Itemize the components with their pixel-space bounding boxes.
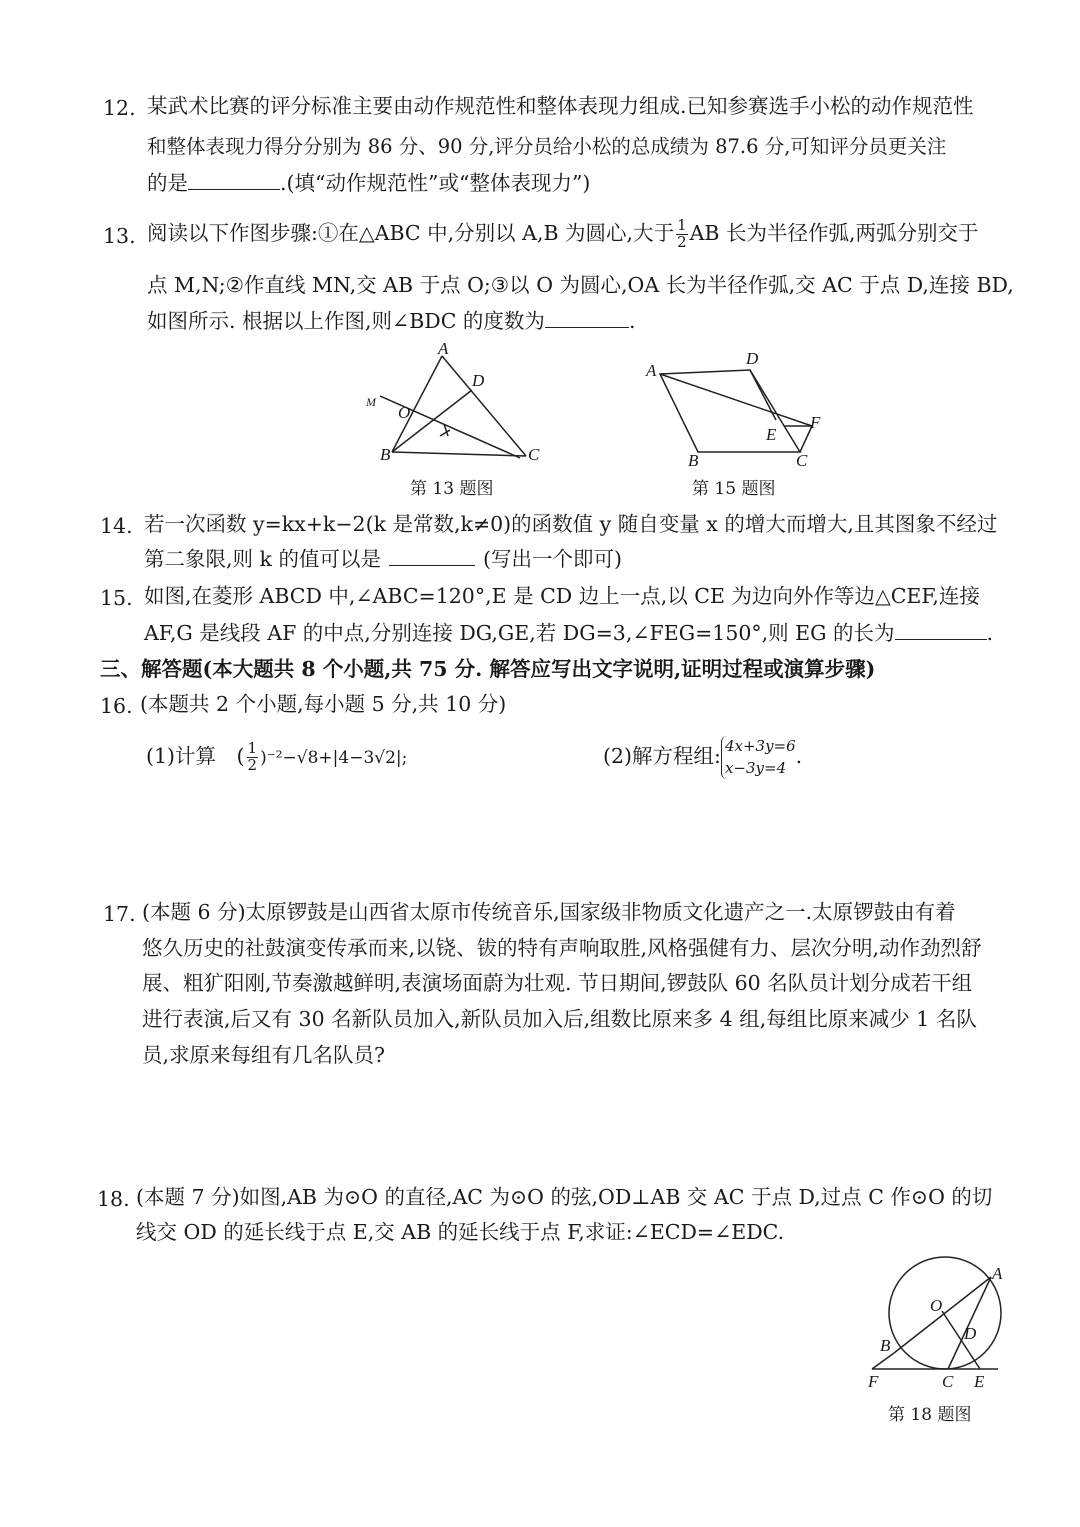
label-m: M (366, 395, 376, 409)
text: . (986, 621, 994, 645)
label-c: C (942, 1372, 954, 1391)
label-c: C (796, 451, 808, 470)
label-a: A (438, 340, 449, 358)
label-e: E (766, 425, 777, 444)
question-line: 点 M,N;②作直线 MN,交 AB 于点 O;③以 O 为圆心,OA 长为半径作弧,交 AC 于点 D,连接 BD, (147, 273, 1014, 297)
text: (写出一个即可) (482, 547, 622, 571)
label-b: B (880, 1336, 891, 1355)
label-f: F (810, 413, 821, 432)
rhombus-abcd (660, 370, 800, 452)
question-line (147, 173, 590, 194)
figure-15 (640, 348, 830, 470)
fraction (676, 218, 688, 251)
part-2 (603, 732, 802, 780)
label-d: D (472, 371, 485, 390)
label-d: D (746, 349, 759, 368)
text: (2)解方程组: (603, 744, 721, 768)
figure-18 (860, 1255, 1010, 1395)
label-b: B (688, 451, 699, 470)
text: . (795, 744, 803, 768)
question-line: 线交 OD 的延长线于点 E,交 AB 的延长线于点 F,求证:∠ECD=∠EDC. (136, 1220, 785, 1244)
question-line: 展、粗犷阳刚,节奏激越鲜明,表演场面蔚为壮观. 节日期间,锣鼓队 60 名队员计划分成若干组 (142, 971, 973, 995)
text: (1)计算 (146, 744, 217, 768)
question-line: 若一次函数 y=kx+k−2(k 是常数,k≠0)的函数值 y 随自变量 x 的增大而增大,且其图象不经过 (144, 512, 998, 536)
text: 第二象限,则 k 的值可以是 (144, 547, 381, 571)
question-number: 14. (100, 514, 133, 538)
question-line (144, 623, 993, 644)
question-line: (本题共 2 个小题,每小题 5 分,共 10 分) (140, 692, 507, 716)
label-c: C (528, 445, 540, 464)
question-line (144, 549, 622, 570)
question-line: 进行表演,后又有 30 名新队员加入,新队员加入后,组数比原来多 4 组,每组比原来减少 1 名队 (142, 1007, 977, 1031)
answer-blank[interactable] (389, 564, 475, 566)
label-o: O (930, 1296, 943, 1315)
question-number: 12. (103, 96, 136, 120)
label-o: O (398, 403, 411, 422)
question-line: 某武术比赛的评分标准主要由动作规范性和整体表现力组成.已知参赛选手小松的动作规范性 (147, 94, 974, 118)
figure-13 (360, 340, 560, 470)
label-e: E (974, 1372, 985, 1391)
question-number: 13. (103, 224, 136, 248)
figure-caption: 第 15 题图 (692, 479, 776, 499)
question-line: 和整体表现力得分分别为 86 分、90 分,评分员给小松的总成绩为 87.6 分,可知评分员更关注 (147, 135, 947, 158)
question-number: 17. (103, 902, 136, 926)
numerator: 1 (677, 216, 687, 235)
label-d: D (964, 1324, 977, 1343)
section-heading: 三、解答题(本大题共 8 个小题,共 75 分. 解答应写出文字说明,证明过程或演算步骤) (100, 657, 876, 681)
question-line (147, 213, 979, 253)
label-a: A (646, 361, 657, 380)
label-f: F (868, 1372, 879, 1391)
part-1: (1)计算 ( $\frac{1}{2}$ )⁻²−√8+|4−3√2|; (146, 739, 408, 774)
text: 的是 (147, 171, 188, 195)
math-expression: )⁻²−√8+|4−3√2|; (260, 748, 408, 768)
text: . (628, 309, 636, 333)
question-line: (本题 6 分)太原锣鼓是山西省太原市传统音乐,国家级非物质文化遗产之一.太原锣鼓由有着 (142, 900, 956, 924)
question-line: 员,求原来每组有几名队员? (142, 1043, 386, 1067)
question-line: (本题 7 分)如图,AB 为⊙O 的直径,AC 为⊙O 的弦,OD⊥AB 交 AC 于点 D,过点 C 作⊙O 的切 (136, 1185, 993, 1209)
denominator: 2 (247, 756, 258, 774)
segment-dg (750, 370, 776, 420)
figure-caption: 第 18 题图 (888, 1405, 972, 1425)
question-number: 18. (97, 1187, 130, 1211)
fraction (247, 741, 259, 774)
label-b: B (380, 445, 391, 464)
text: .(填“动作规范性”或“整体表现力”) (280, 171, 591, 195)
question-line (147, 311, 635, 332)
denominator: 2 (677, 233, 687, 251)
question-line: 如图,在菱形 ABCD 中,∠ABC=120°,E 是 CD 边上一点,以 CE 为边向外作等边△CEF,连接 (144, 584, 980, 608)
text: 如图所示. 根据以上作图,则∠BDC 的度数为 (147, 309, 545, 333)
diameter-ab-extended (894, 1277, 991, 1353)
equation: 4x+3y=6 (724, 736, 796, 755)
answer-blank[interactable] (545, 326, 629, 328)
text: 阅读以下作图步骤:①在△ABC 中,分别以 A,B 为圆心,大于 (147, 221, 675, 245)
text: AB 长为半径作弧,两弧分别交于 (689, 221, 979, 245)
question-number: 16. (100, 694, 133, 718)
answer-blank[interactable] (895, 638, 987, 640)
side-bc (392, 452, 526, 456)
chord-ac (948, 1277, 991, 1369)
question-number: 15. (100, 586, 133, 610)
answer-blank[interactable] (188, 188, 280, 190)
question-line: 悠久历史的社鼓演变传承而来,以铙、钹的特有声响取胜,风格强健有力、层次分明,动作劲烈舒 (142, 936, 982, 960)
extension-bf (872, 1353, 894, 1369)
label-a: A (992, 1264, 1003, 1283)
segment-af (660, 374, 812, 426)
numerator: 1 (247, 739, 258, 758)
figure-caption: 第 13 题图 (410, 479, 494, 499)
text: AF,G 是线段 AF 的中点,分别连接 DG,GE,若 DG=3,∠FEG=150°,则 EG 的长为 (144, 621, 895, 645)
equation-system (721, 736, 796, 780)
equation: x−3y=4 (724, 758, 787, 777)
